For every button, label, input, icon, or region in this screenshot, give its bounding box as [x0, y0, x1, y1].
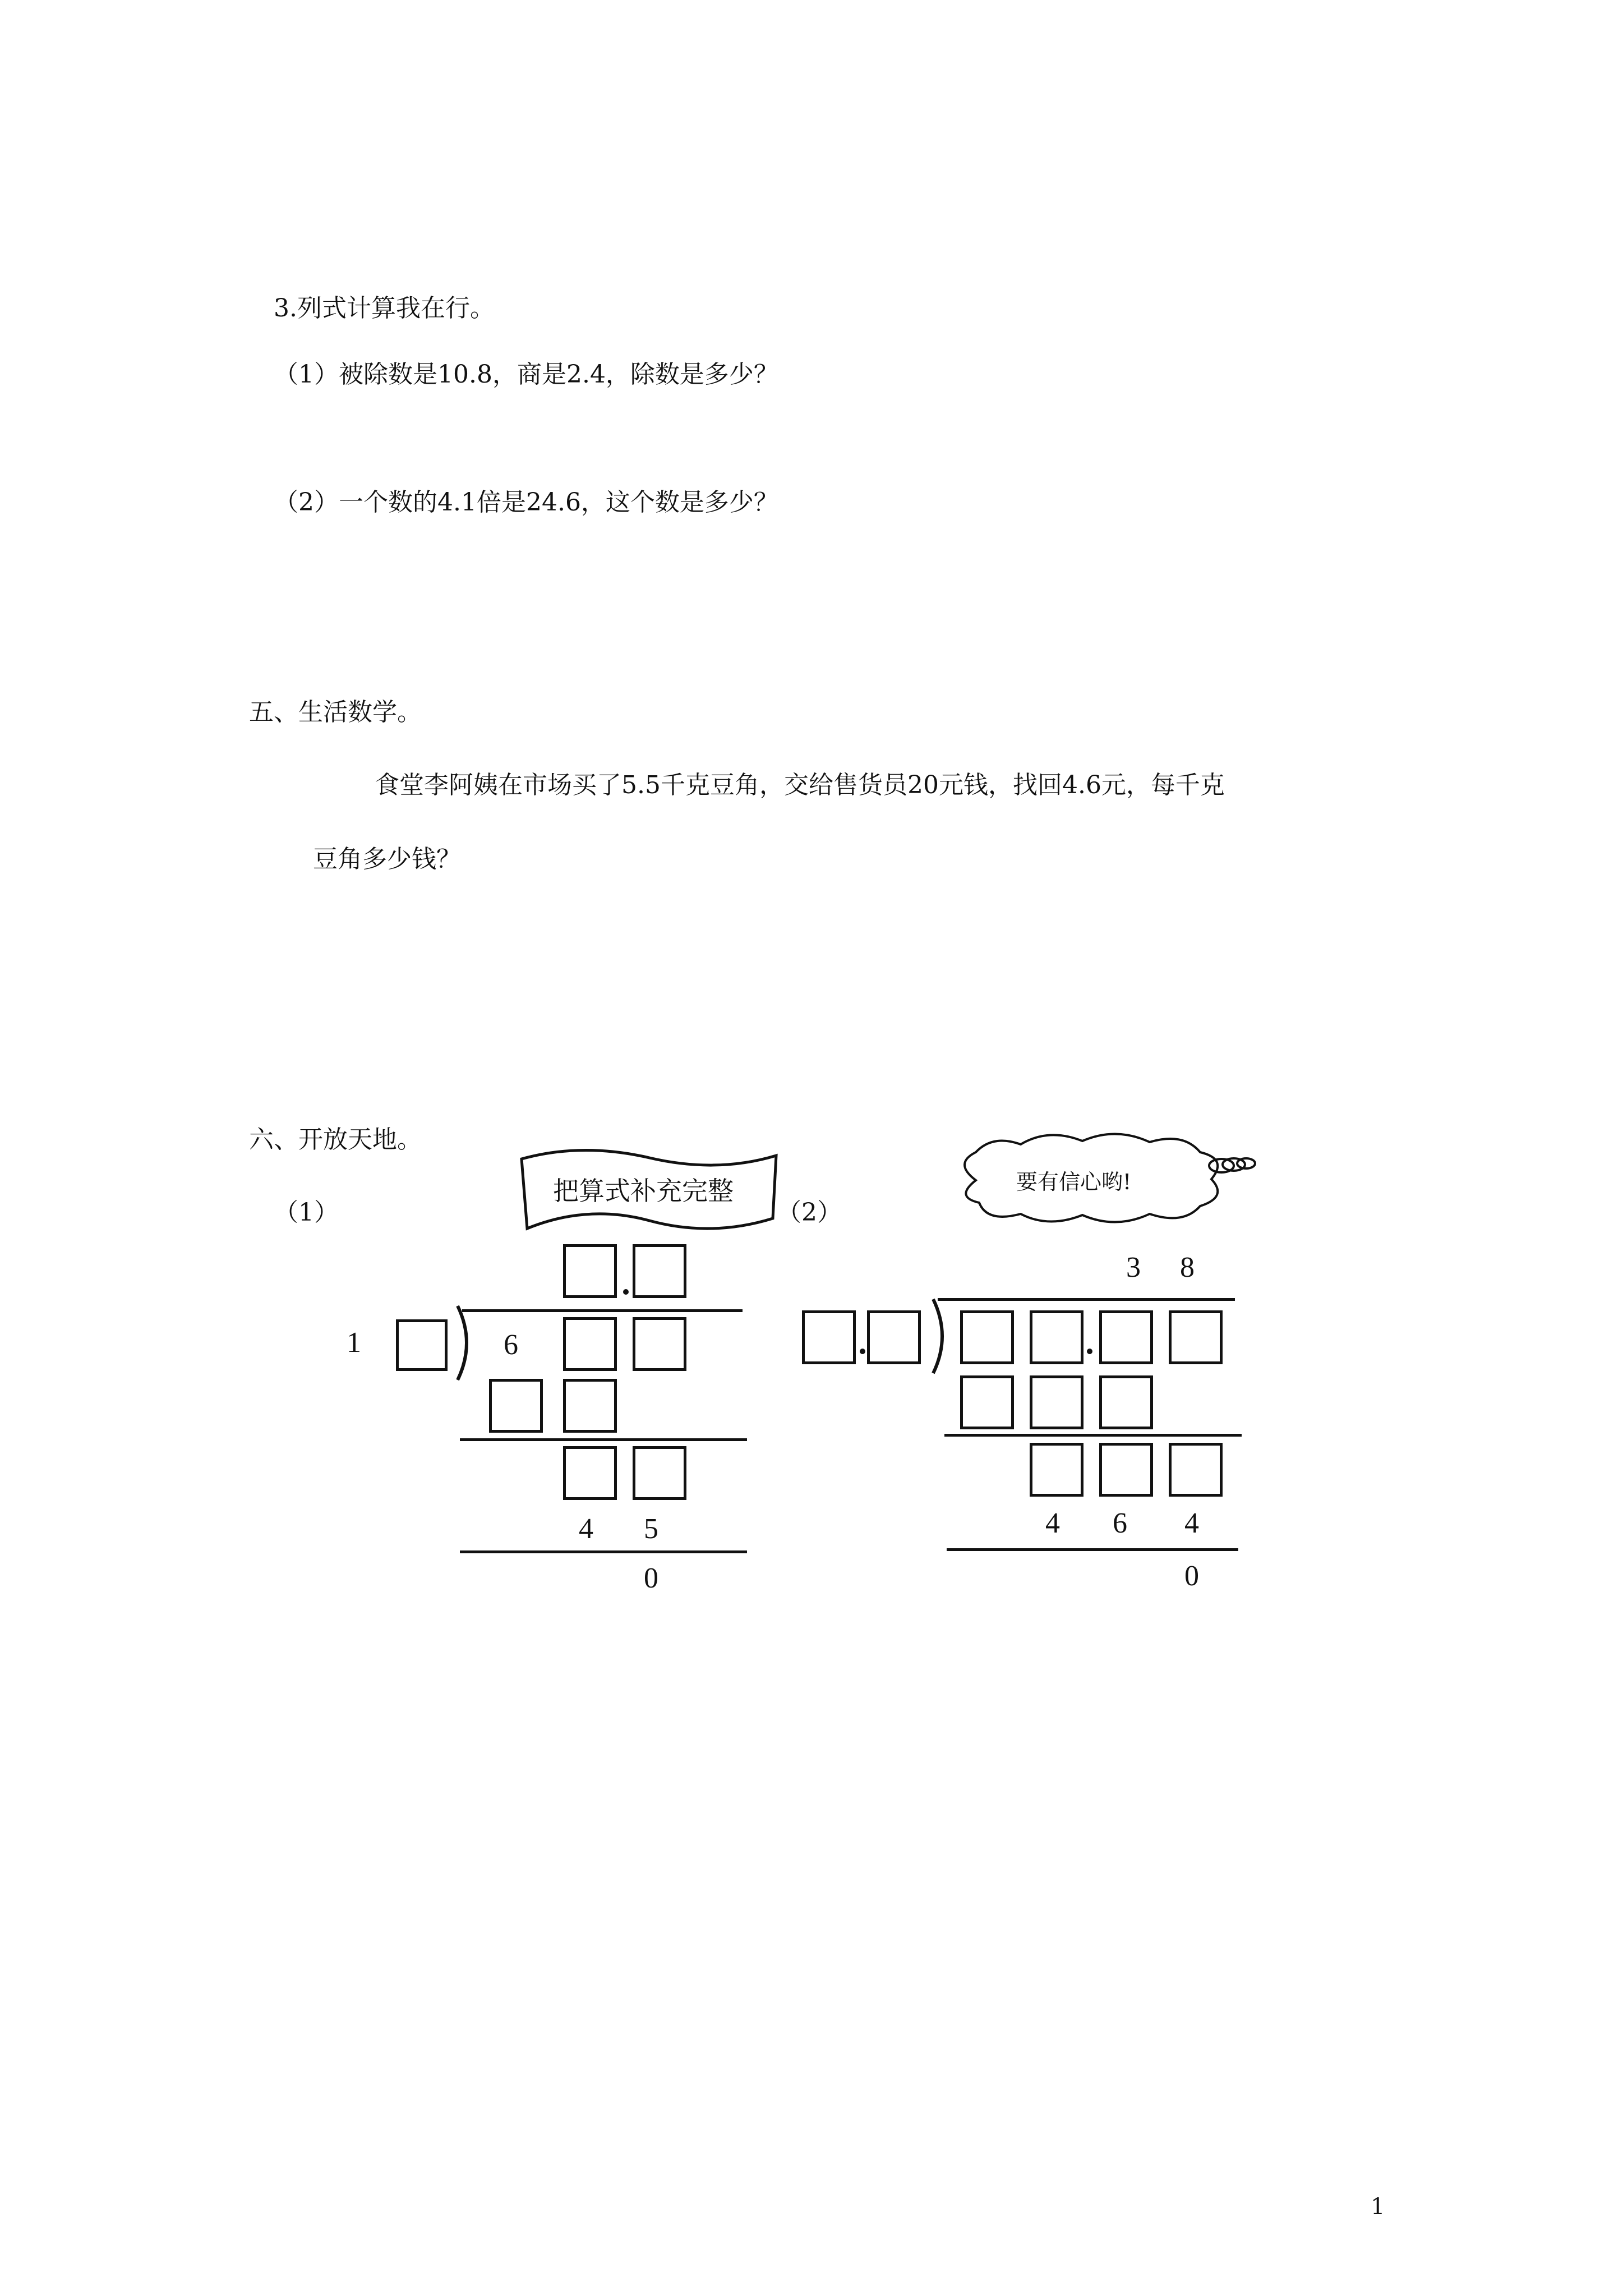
dividend-box-2[interactable]	[1030, 1310, 1083, 1364]
decimal-point	[860, 1349, 865, 1354]
page-number: 1	[1371, 2194, 1385, 2220]
step-digit-c: 4	[1184, 1507, 1199, 1539]
quotient-digit-b: 8	[1180, 1251, 1195, 1283]
divisor-box[interactable]	[396, 1319, 448, 1371]
decimal-point	[623, 1289, 629, 1295]
quotient-box-1[interactable]	[563, 1244, 617, 1298]
banner-text: 把算式补充完整	[553, 1176, 734, 1206]
step2-box-1[interactable]	[1030, 1443, 1083, 1497]
step2-box-3[interactable]	[1169, 1443, 1223, 1497]
division-bar	[938, 1298, 1235, 1301]
sub-label-2: （2）	[777, 1198, 842, 1227]
divisor-box-1[interactable]	[802, 1310, 856, 1364]
problem-text-line-1: 食堂李阿姨在市场买了5.5千克豆角，交给售货员20元钱，找回4.6元，每千克	[375, 771, 1225, 799]
divisor-digit: 1	[347, 1327, 361, 1359]
banner-callout	[515, 1144, 784, 1234]
step1-rule	[944, 1434, 1242, 1437]
division-bar	[462, 1309, 743, 1312]
step-digit-a: 4	[1045, 1507, 1060, 1539]
dividend-box-3[interactable]	[1099, 1310, 1153, 1364]
dividend-box-4[interactable]	[1169, 1310, 1223, 1364]
remainder: 0	[644, 1562, 658, 1594]
step2-box-2[interactable]	[1099, 1443, 1153, 1497]
step1-box-3[interactable]	[1099, 1375, 1153, 1429]
dividend-box-1[interactable]	[563, 1317, 617, 1371]
step-digit-b: 6	[1113, 1507, 1127, 1539]
step2-rule	[947, 1548, 1238, 1551]
step1-box-2[interactable]	[563, 1379, 617, 1433]
section-5-title: 五、生活数学。	[249, 698, 422, 726]
remainder: 0	[1184, 1560, 1199, 1592]
dividend-box-2[interactable]	[633, 1317, 686, 1371]
sub-label-1: （1）	[274, 1198, 339, 1227]
dividend-digit: 6	[504, 1329, 518, 1361]
decimal-point	[1087, 1349, 1092, 1354]
step1-rule	[460, 1438, 747, 1441]
step1-box-1[interactable]	[960, 1375, 1014, 1429]
step2-box-1[interactable]	[563, 1446, 617, 1500]
cloud-callout	[953, 1130, 1267, 1231]
step2-rule	[460, 1550, 747, 1553]
step2-box-2[interactable]	[633, 1446, 686, 1500]
dividend-box-1[interactable]	[960, 1310, 1014, 1364]
quotient-digit-a: 3	[1126, 1251, 1141, 1283]
step-digit-a: 4	[579, 1513, 593, 1545]
step1-box-1[interactable]	[489, 1379, 543, 1433]
problem-text-line-2: 豆角多少钱？	[313, 845, 461, 873]
question-3-2: （2）一个数的4.1倍是24.6，这个数是多少？	[274, 488, 778, 517]
division-bracket	[929, 1297, 951, 1375]
section-6-title: 六、开放天地。	[249, 1125, 422, 1154]
step-digit-b: 5	[644, 1513, 658, 1545]
step1-box-2[interactable]	[1030, 1375, 1083, 1429]
question-3-1: （1）被除数是10.8，商是2.4，除数是多少？	[274, 360, 778, 389]
cloud-text: 要有信心哟!	[1016, 1170, 1132, 1194]
quotient-box-2[interactable]	[633, 1244, 686, 1298]
divisor-box-2[interactable]	[867, 1310, 921, 1364]
division-bracket	[453, 1304, 476, 1382]
section-3-title: 3.列式计算我在行。	[274, 294, 495, 323]
